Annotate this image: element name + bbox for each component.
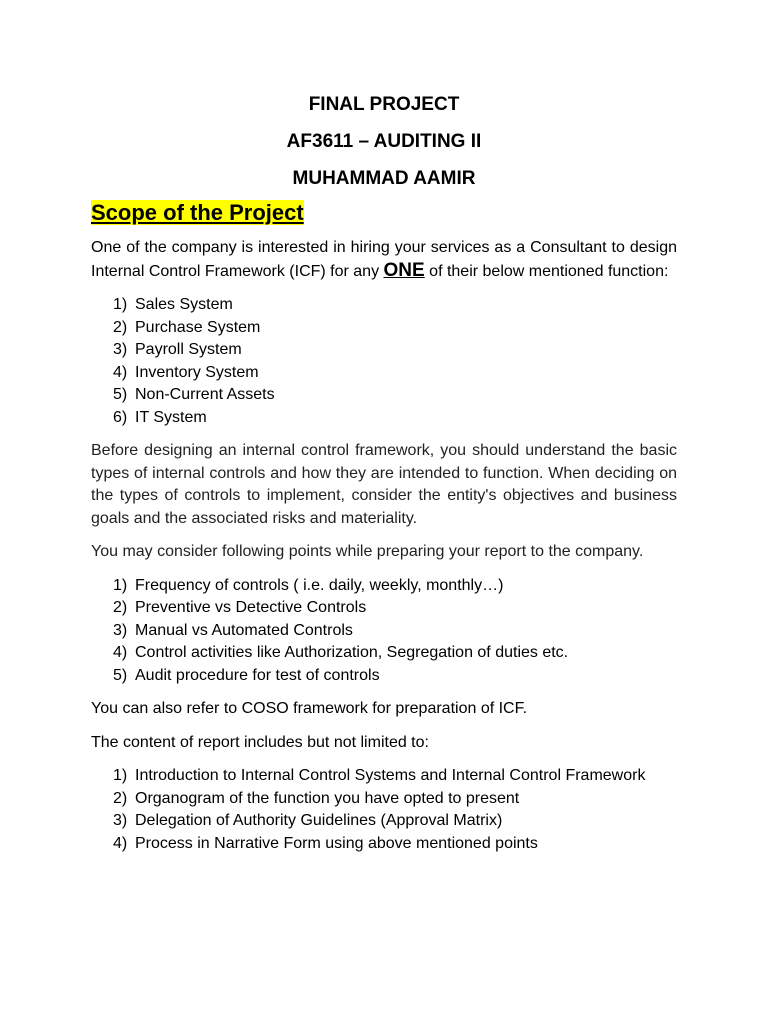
section-title-text: Scope of the Project xyxy=(91,200,304,225)
list-item xyxy=(91,407,677,430)
list-item xyxy=(91,575,677,598)
list-text: Introduction to Internal Control Systems and Internal Control Framework xyxy=(135,767,646,784)
list-number: 6) xyxy=(113,408,128,426)
list-number: 2) xyxy=(113,599,128,616)
list-item xyxy=(91,665,677,688)
list-number: 1) xyxy=(113,767,128,784)
intro-paragraph xyxy=(91,237,677,283)
functions-list xyxy=(91,294,677,429)
list-number: 3) xyxy=(113,812,128,829)
intro-emphasis-one: ONE xyxy=(383,259,425,281)
list-number: 2) xyxy=(113,789,128,807)
title-course: AF3611 – AUDITING II xyxy=(286,131,482,152)
paragraph-coso: You can also refer to COSO framework for preparation of ICF. xyxy=(91,700,528,717)
list-number: 4) xyxy=(113,644,128,661)
list-item xyxy=(91,597,677,620)
list-number: 1) xyxy=(113,576,128,594)
list-item xyxy=(91,362,677,385)
paragraph-content: The content of report includes but not limited to: xyxy=(91,733,429,751)
list-number: 2) xyxy=(113,318,128,336)
list-text: Audit procedure for test of controls xyxy=(135,666,380,684)
list-text: Manual vs Automated Controls xyxy=(135,621,353,639)
intro-text-after: of their below mentioned function: xyxy=(424,262,669,280)
list-item xyxy=(91,788,677,811)
title-final-project: FINAL PROJECT xyxy=(308,94,460,115)
list-text: Frequency of controls ( i.e. daily, weekly, monthly…) xyxy=(135,576,504,594)
list-item xyxy=(91,833,677,856)
list-text: Organogram of the function you have opted to present xyxy=(135,789,520,807)
list-text: Control activities like Authorization, Segregation of duties etc. xyxy=(135,644,569,661)
list-text: Process in Narrative Form using above mentioned points xyxy=(135,834,538,852)
list-number: 3) xyxy=(113,621,128,639)
list-item xyxy=(91,765,677,788)
list-item xyxy=(91,384,677,407)
paragraph-consider: You may consider following points while preparing your report to the company. xyxy=(91,543,644,560)
list-text: Inventory System xyxy=(135,363,259,381)
title-author: MUHAMMAD AAMIR xyxy=(292,168,476,189)
list-number: 4) xyxy=(113,363,128,381)
list-item xyxy=(91,317,677,340)
list-text: Non-Current Assets xyxy=(135,386,275,403)
points-list xyxy=(91,575,677,688)
list-number: 5) xyxy=(113,666,128,684)
intro-text-before: One of the company is interested in hiring your services as a Consultant to design Internal Control Framework (ICF) for any xyxy=(91,239,677,280)
list-text: Delegation of Authority Guidelines (Approval Matrix) xyxy=(135,812,503,829)
list-item xyxy=(91,642,677,665)
list-number: 5) xyxy=(113,386,128,403)
list-item xyxy=(91,339,677,362)
list-text: Preventive vs Detective Controls xyxy=(135,599,367,616)
list-number: 3) xyxy=(113,341,128,358)
list-number: 4) xyxy=(113,834,128,852)
contents-list xyxy=(91,765,677,855)
list-text: Payroll System xyxy=(135,341,242,358)
list-item xyxy=(91,620,677,643)
list-text: Purchase System xyxy=(135,318,261,336)
section-title-scope xyxy=(91,199,677,227)
list-item xyxy=(91,810,677,833)
list-number: 1) xyxy=(113,296,128,313)
list-text: IT System xyxy=(135,408,207,426)
list-item xyxy=(91,294,677,317)
list-text: Sales System xyxy=(135,296,233,313)
paragraph-before-designing: Before designing an internal control framework, you should understand the basic types of internal controls and how they are intended to function. When deciding on the types of controls to implement, consider the entity's objectives and business goals and the associated risks and materiality. xyxy=(91,442,677,527)
